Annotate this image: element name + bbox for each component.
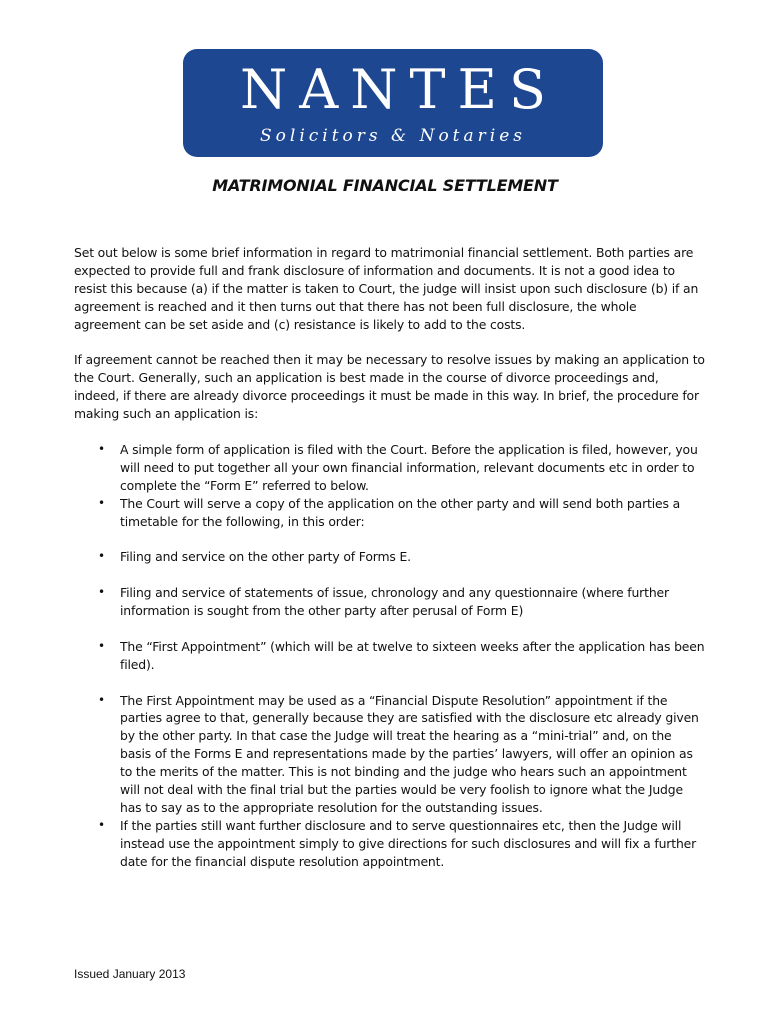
list-item [74, 548, 706, 566]
document-body [74, 244, 706, 871]
list-item [74, 441, 706, 495]
list-item-text: If the parties still want further disclosure and to serve questionnaires etc, then the Judge will instead use the appointment simply to give directions for such disclosures and will fix a further date for the financial dispute resolution appointment. [120, 817, 697, 869]
bullet-icon: • [98, 638, 105, 653]
list-item [74, 817, 706, 871]
list-item-text: Filing and service of statements of issue, chronology and any questionnaire (where further information is sought from the other party after perusal of Form E) [120, 585, 669, 619]
document-title: MATRIMONIAL FINANCIAL SETTLEMENT [212, 176, 558, 195]
bullet-icon: • [98, 441, 105, 456]
list-item [74, 495, 706, 531]
procedure-list [74, 441, 706, 871]
list-item-text: The Court will serve a copy of the application on the other party and will send both parties a timetable for the following, in this order: [120, 495, 681, 529]
intro-paragraph: Set out below is some brief information in regard to matrimonial financial settlement. Both parties are expected to provide full and frank disclosure of information and documents. It is not a good idea to resist this because (a) if the matter is taken to Court, the judge will insist upon such disclosure (b) if an agreement is reached and it then turns out that there has not been full disclosure, the whole agreement can be set aside and (c) resistance is likely to add to the costs. [74, 245, 699, 332]
issue-date-footer: Issued January 2013 [74, 967, 186, 981]
list-item [74, 584, 706, 620]
bullet-icon: • [98, 585, 105, 600]
bullet-icon: • [98, 549, 105, 564]
list-item-text: The First Appointment may be used as a “Financial Dispute Resolution” appointment if the parties agree to that, generally because they are satisfied with the disclosure etc already given by the other party. In that case the Judge will treat the hearing as a “mini-trial” and, on the basis of the Forms E and representations made by the parties’ lawyers, will offer an opinion as to the merits of the matter. This is not binding and the judge who hears such an appointment will not deal with the final trial but the parties would be very foolish to ignore what the Judge has to say as to the appropriate resolution for the outstanding issues. [120, 692, 699, 815]
logo-firm-name: NANTES [240, 58, 558, 121]
bullet-icon: • [98, 495, 105, 510]
list-item-text: Filing and service on the other party of Forms E. [120, 549, 411, 565]
bullet-icon: • [98, 692, 105, 707]
firm-logo [183, 49, 603, 157]
bullet-icon: • [98, 817, 105, 832]
procedure-paragraph: If agreement cannot be reached then it may be necessary to resolve issues by making an application to the Court. Generally, such an application is best made in the course of divorce proceedings and, indeed, if there are already divorce proceedings it must be made in this way. In brief, the procedure for making such an application is: [74, 352, 705, 422]
list-item-text: A simple form of application is filed with the Court. Before the application is filed, however, you will need to put together all your own financial information, relevant documents etc in order to complete the “Form E” referred to below. [120, 441, 698, 493]
list-item-text: The “First Appointment” (which will be at twelve to sixteen weeks after the application has been filed). [120, 638, 705, 672]
logo-firm-subtitle: Solicitors & Notaries [260, 126, 526, 146]
list-item [74, 638, 706, 674]
list-item [74, 692, 706, 817]
